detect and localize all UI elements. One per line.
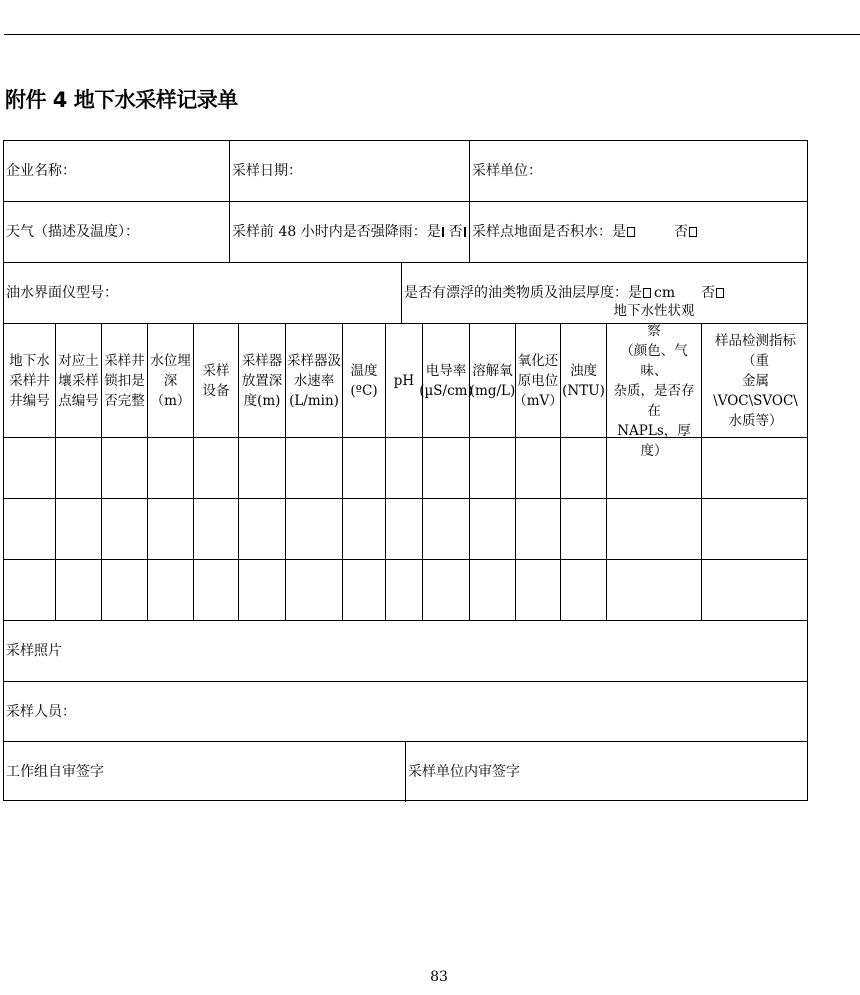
- column-header-line: 设备: [202, 382, 230, 399]
- heavy-rain-no-label: 否: [448, 224, 463, 240]
- table-cell[interactable]: [561, 438, 607, 498]
- column-header-line: 井编号: [9, 392, 50, 409]
- column-header-line: pH: [393, 372, 415, 389]
- column-header-line: (L/min): [289, 392, 339, 409]
- column-header: [4, 324, 56, 437]
- column-header-line: 锁扣是: [104, 372, 145, 389]
- column-header-line: 水位埋: [150, 352, 191, 369]
- column-header: [343, 324, 386, 437]
- form-row-photos: [4, 621, 807, 682]
- column-header-line: 水质等）: [728, 412, 783, 429]
- column-header-label: [242, 351, 283, 411]
- page-number: 83: [430, 969, 448, 985]
- column-header-line: 浊度: [569, 362, 597, 379]
- table-cell[interactable]: [239, 560, 286, 620]
- table-cell[interactable]: [239, 499, 286, 559]
- column-header-line: 原电位: [517, 372, 559, 389]
- column-header-line: 对应土: [58, 352, 99, 369]
- table-cell[interactable]: [516, 560, 561, 620]
- column-header-line: (ºC): [350, 382, 378, 399]
- column-header-line: 电导率: [425, 362, 467, 379]
- table-cell[interactable]: [386, 499, 423, 559]
- column-header: [513, 324, 563, 437]
- column-header-label: [203, 361, 230, 401]
- column-header: [148, 324, 194, 437]
- column-header-line: 采样器: [241, 352, 283, 369]
- table-cell[interactable]: [423, 499, 470, 559]
- column-header-line: 深（m）: [150, 372, 191, 409]
- sampling-record-form: [3, 140, 808, 801]
- table-cell[interactable]: [470, 560, 516, 620]
- column-header: [194, 324, 239, 437]
- table-cell[interactable]: [56, 438, 102, 498]
- table-cell[interactable]: [148, 438, 194, 498]
- column-header-label: [287, 351, 341, 411]
- table-cell[interactable]: [194, 560, 239, 620]
- heavy-rain-yes-checkbox[interactable]: [442, 227, 444, 237]
- table-row: [4, 438, 807, 499]
- form-row-personnel: [4, 682, 807, 742]
- column-header: [561, 324, 607, 437]
- column-header-line: 温度: [350, 362, 378, 379]
- table-cell[interactable]: [56, 499, 102, 559]
- form-row-weather: [4, 202, 807, 263]
- column-header-line: 地下水性状观察: [613, 302, 695, 339]
- ground-water-no-label: 否: [674, 224, 688, 240]
- ground-water-question: [470, 202, 809, 262]
- column-header-label: [470, 361, 516, 401]
- column-header: [102, 324, 148, 437]
- sampling-personnel-field[interactable]: [4, 682, 809, 741]
- column-header-label: [149, 351, 192, 411]
- column-header-line: 点编号: [58, 392, 99, 409]
- table-cell[interactable]: [607, 560, 702, 620]
- table-cell[interactable]: [148, 560, 194, 620]
- column-header-line: 采样井: [9, 372, 50, 389]
- ground-water-yes-checkbox[interactable]: [627, 227, 635, 237]
- column-header-line: 采样井: [104, 352, 145, 369]
- column-header: [607, 302, 702, 459]
- column-header-line: 杂质，是否存在: [613, 382, 695, 419]
- column-header-line: 金属\VOC\SVOC\: [713, 372, 798, 409]
- workgroup-signature-field[interactable]: [4, 742, 406, 802]
- column-header: [702, 324, 809, 437]
- table-cell[interactable]: [470, 499, 516, 559]
- table-cell[interactable]: [423, 560, 470, 620]
- table-cell[interactable]: [4, 560, 56, 620]
- table-cell[interactable]: [148, 499, 194, 559]
- sampling-photos-label: 采样照片: [6, 643, 62, 659]
- table-cell[interactable]: [702, 560, 809, 620]
- sampling-date-label: 采样日期：: [232, 163, 302, 179]
- ground-water-no-checkbox[interactable]: [689, 227, 697, 237]
- column-header: [56, 324, 102, 437]
- workgroup-signature-label: 工作组自审签字: [6, 764, 104, 780]
- column-header-line: (mg/L): [469, 382, 516, 399]
- company-name-field[interactable]: [4, 141, 230, 201]
- column-header-label: [513, 351, 563, 411]
- column-header: [470, 324, 516, 437]
- column-header-line: （颜色、气味、: [620, 342, 688, 379]
- floating-oil-yes-checkbox[interactable]: [643, 288, 651, 298]
- heavy-rain-no-checkbox[interactable]: [464, 227, 466, 237]
- column-header-line: 壤采样: [58, 372, 99, 389]
- table-cell[interactable]: [194, 438, 239, 498]
- table-cell[interactable]: [516, 499, 561, 559]
- table-cell[interactable]: [702, 499, 809, 559]
- column-header-line: 否完整: [104, 392, 145, 409]
- table-row: [4, 499, 807, 560]
- table-cell[interactable]: [4, 499, 56, 559]
- table-cell[interactable]: [516, 438, 561, 498]
- column-header-label: [703, 331, 808, 431]
- table-cell[interactable]: [56, 560, 102, 620]
- heavy-rain-label: 采样前 48 小时内是否强降雨：是: [232, 224, 441, 240]
- column-header: [419, 324, 473, 437]
- interface-meter-label: 油水界面仪型号：: [6, 285, 118, 301]
- sampling-personnel-label: 采样人员：: [6, 703, 76, 720]
- column-header-label: [104, 351, 145, 411]
- table-cell[interactable]: [4, 438, 56, 498]
- unit-signature-label: 采样单位内审签字: [408, 764, 520, 780]
- column-header-label: [394, 371, 414, 391]
- column-header-line: (µS/cm): [419, 382, 473, 399]
- column-header: [239, 324, 286, 437]
- column-header-line: 采样: [202, 362, 230, 379]
- measurement-header-row: [4, 302, 807, 459]
- table-row: [4, 560, 807, 621]
- column-header-label: [562, 361, 605, 401]
- column-header-label: [9, 351, 50, 411]
- table-cell[interactable]: [102, 438, 148, 498]
- sampling-date-field[interactable]: [230, 141, 470, 201]
- column-header-line: （mV）: [513, 392, 563, 409]
- sampling-unit-field[interactable]: [470, 141, 809, 201]
- floating-oil-no-checkbox[interactable]: [716, 288, 724, 298]
- table-cell[interactable]: [102, 499, 148, 559]
- table-cell[interactable]: [386, 438, 423, 498]
- table-cell[interactable]: [343, 560, 386, 620]
- interface-meter-field[interactable]: [4, 263, 402, 323]
- sampling-photos-field[interactable]: [4, 621, 809, 681]
- column-header: [286, 324, 343, 437]
- heavy-rain-question: [230, 202, 470, 262]
- company-name-label: 企业名称：: [6, 163, 76, 179]
- column-header-line: 水速率: [293, 372, 335, 389]
- unit-signature-field[interactable]: [406, 742, 809, 802]
- page-title: 附件 4 地下水采样记录单: [5, 88, 238, 112]
- table-cell[interactable]: [561, 499, 607, 559]
- table-cell[interactable]: [423, 438, 470, 498]
- column-header-line: 采样器汲: [287, 352, 341, 369]
- column-header-line: 氧化还: [517, 352, 559, 369]
- form-row-basic: [4, 141, 807, 202]
- oil-thickness-unit: cm: [654, 285, 676, 301]
- column-header-line: 溶解氧: [472, 362, 513, 379]
- column-header-line: NAPLs，厚度）: [617, 422, 691, 459]
- table-cell[interactable]: [607, 438, 702, 498]
- table-cell[interactable]: [470, 438, 516, 498]
- column-header-label: [58, 351, 99, 411]
- top-rule: [4, 34, 860, 35]
- column-header-label: [608, 301, 700, 461]
- table-cell[interactable]: [194, 499, 239, 559]
- column-header-line: 样品检测指标（重: [715, 332, 796, 369]
- form-row-signatures: [4, 742, 807, 802]
- column-header-line: 度(m): [243, 392, 281, 409]
- table-cell[interactable]: [286, 499, 343, 559]
- table-cell[interactable]: [102, 560, 148, 620]
- floating-oil-no-label: 否: [701, 285, 716, 301]
- table-cell[interactable]: [607, 499, 702, 559]
- column-header-label: [419, 361, 472, 401]
- weather-field[interactable]: [4, 202, 230, 262]
- table-cell[interactable]: [386, 560, 423, 620]
- ground-water-label: 采样点地面是否积水：是: [472, 224, 626, 240]
- table-cell[interactable]: [286, 438, 343, 498]
- table-cell[interactable]: [286, 560, 343, 620]
- table-cell[interactable]: [561, 560, 607, 620]
- weather-label: 天气（描述及温度）：: [6, 224, 139, 240]
- column-header-label: [350, 361, 377, 401]
- column-header-line: 放置深: [241, 372, 283, 389]
- floating-oil-label: 是否有漂浮的油类物质及油层厚度：是: [404, 285, 642, 301]
- floating-oil-question: [402, 263, 809, 323]
- table-cell[interactable]: [702, 438, 809, 498]
- table-cell[interactable]: [343, 499, 386, 559]
- column-header-line: 地下水: [9, 352, 50, 369]
- sampling-unit-label: 采样单位：: [472, 163, 542, 179]
- column-header: [386, 324, 423, 437]
- table-cell[interactable]: [343, 438, 386, 498]
- table-cell[interactable]: [239, 438, 286, 498]
- column-header-line: (NTU): [562, 382, 605, 399]
